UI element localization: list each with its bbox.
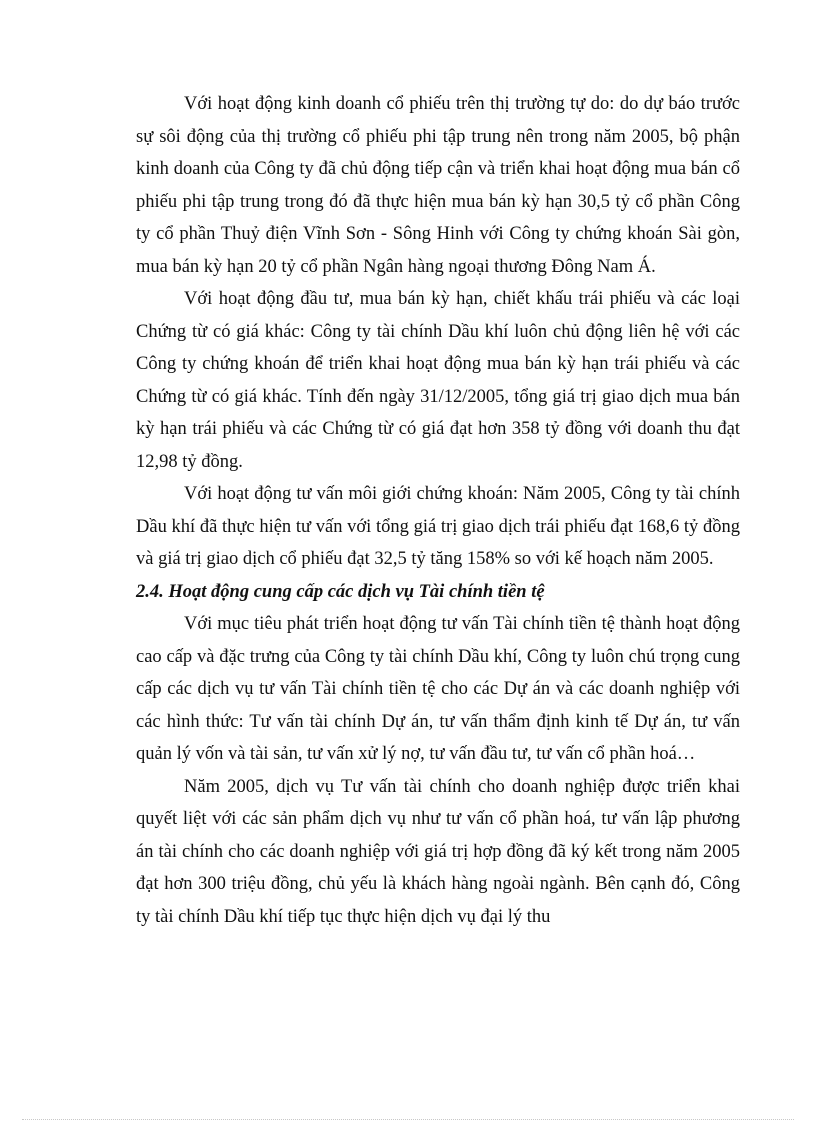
document-page <box>136 88 740 933</box>
paragraph-advisory-2005: Năm 2005, dịch vụ Tư vấn tài chính cho doanh nghiệp được triển khai quyết liệt với các sản phẩm dịch vụ như tư vấn cổ phần hoá, tư vấn lập phương án tài chính cho các doanh nghiệp với giá trị hợp đồng đã ký kết trong năm 2005 đạt hơn 300 triệu đồng, chủ yếu là khách hàng ngoài ngành. Bên cạnh đó, Công ty tài chính Dầu khí tiếp tục thực hiện dịch vụ đại lý thu <box>136 776 740 927</box>
paragraph-advisory-goals: Với mục tiêu phát triển hoạt động tư vấn Tài chính tiền tệ thành hoạt động cao cấp và đặc trưng của Công ty tài chính Dầu khí, Công ty luôn chú trọng cung cấp các dịch vụ tư vấn Tài chính tiền tệ cho các Dự án và các doanh nghiệp với các hình thức: Tư vấn tài chính Dự án, tư vấn thẩm định kinh tế Dự án, tư vấn quản lý vốn và tài sản, tư vấn xử lý nợ, tư vấn đầu tư, tư vấn cổ phần hoá… <box>136 614 740 764</box>
paragraph-bond-investment: Với hoạt động đầu tư, mua bán kỳ hạn, chiết khấu trái phiếu và các loại Chứng từ có giá khác: Công ty tài chính Dầu khí luôn chủ động liên hệ với các Công ty chứng khoán để triển khai hoạt động mua bán kỳ hạn trái phiếu và các Chứng từ có giá khác. Tính đến ngày 31/12/2005, tổng giá trị giao dịch mua bán kỳ hạn trái phiếu và các Chứng từ có giá đạt hơn 358 tỷ đồng với doanh thu đạt 12,98 tỷ đồng. <box>136 289 740 472</box>
paragraph-stock-trading: Với hoạt động kinh doanh cổ phiếu trên thị trường tự do: do dự báo trước sự sôi động của thị trường cổ phiếu phi tập trung nên trong năm 2005, bộ phận kinh doanh của Công ty đã chủ động tiếp cận và triển khai hoạt động mua bán cổ phiếu phi tập trung trong đó đã thực hiện mua bán kỳ hạn 30,5 tỷ cổ phần Công ty cổ phần Thuỷ điện Vĩnh Sơn - Sông Hinh với Công ty chứng khoán Sài gòn, mua bán kỳ hạn 20 tỷ cổ phần Ngân hàng ngoại thương Đông Nam Á. <box>136 94 740 277</box>
section-heading: 2.4. Hoạt động cung cấp các dịch vụ Tài chính tiền tệ <box>136 581 545 602</box>
footer-divider <box>22 1119 794 1120</box>
paragraph-brokerage-advisory: Với hoạt động tư vấn môi giới chứng khoán: Năm 2005, Công ty tài chính Dầu khí đã thực hiện tư vấn với tổng giá trị giao dịch trái phiếu đạt 168,6 tỷ đồng và giá trị giao dịch cổ phiếu đạt 32,5 tỷ tăng 158% so với kế hoạch năm 2005. <box>136 484 740 569</box>
